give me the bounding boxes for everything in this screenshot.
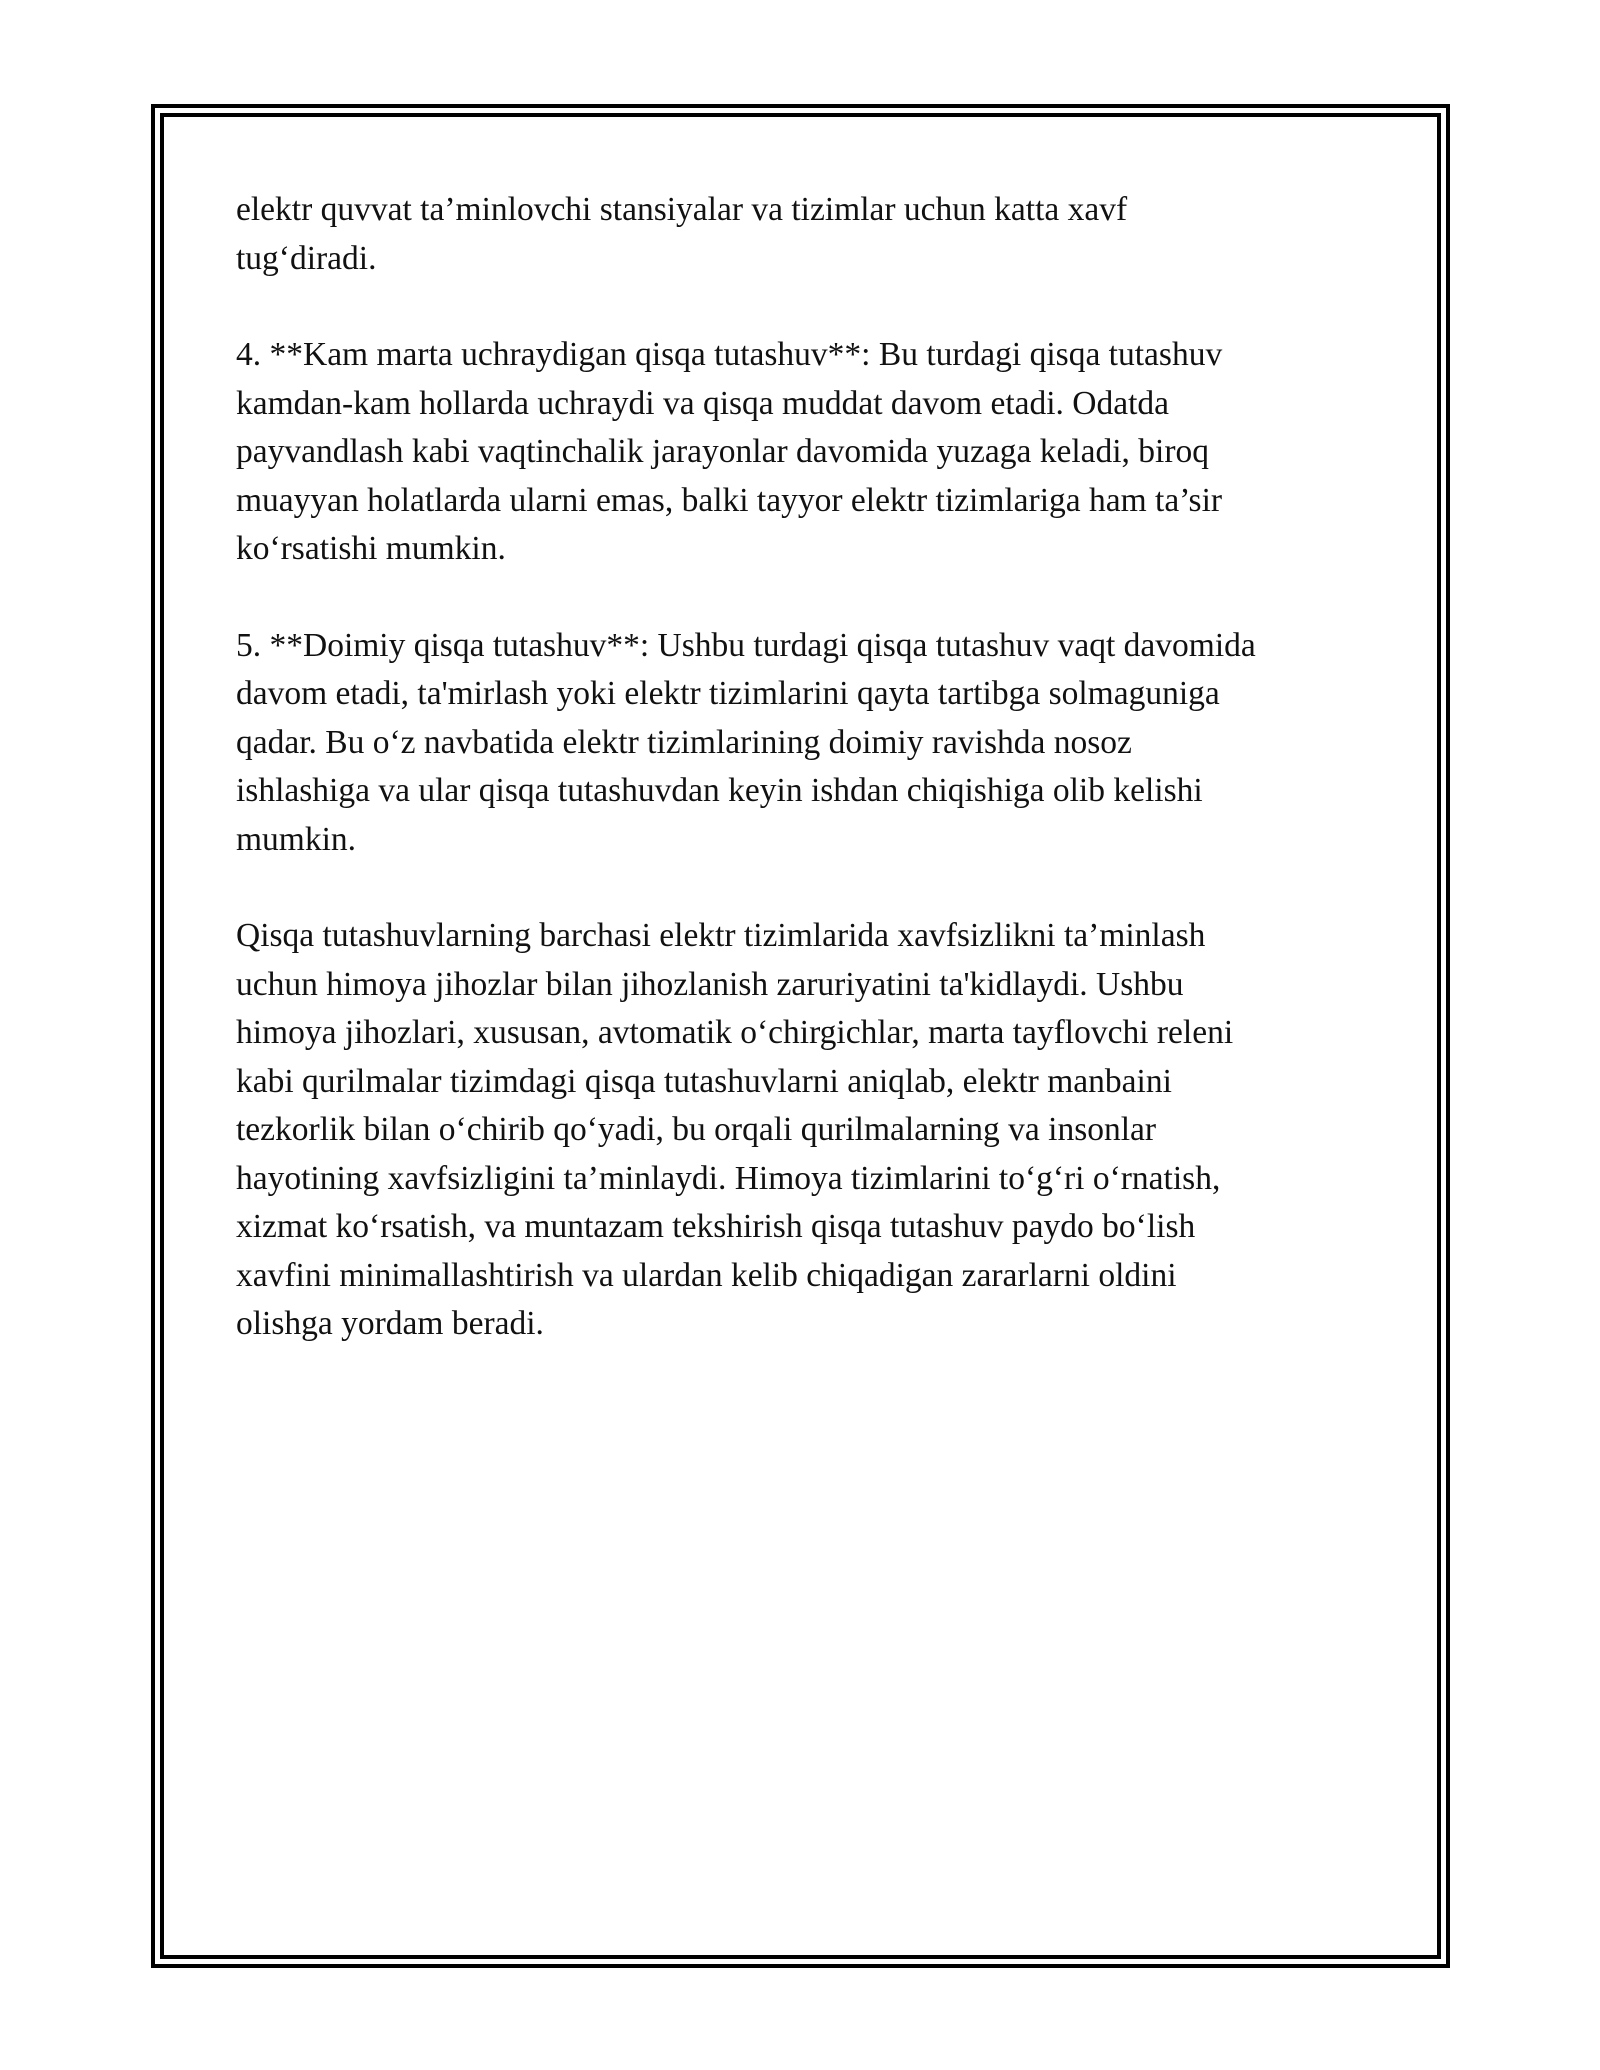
text-line: olishga yordam beradi.	[236, 1305, 544, 1342]
text-line: qadar. Bu o‘z navbatida elektr tizimlarining doimiy ravishda nosoz	[236, 723, 1132, 761]
text-line: elektr quvvat ta’minlovchi stansiyalar va tizimlar uchun katta xavf	[236, 191, 1128, 228]
text-line: kamdan-kam hollarda uchraydi va qisqa muddat davom etadi. Odatda	[236, 384, 1170, 422]
text-line: davom etadi, ta'mirlash yoki elektr tizimlarini qayta tartibga solmaguniga	[236, 675, 1220, 712]
text-line: 4. **Kam marta uchraydigan qisqa tutashuv**: Bu turdagi qisqa tutashuv	[236, 336, 1223, 373]
text-line: himoya jihozlari, xususan, avtomatik o‘chirgichlar, marta tayflovchi releni	[236, 1014, 1234, 1051]
text-line: payvandlash kabi vaqtinchalik jarayonlar davomida yuzaga keladi, biroq	[236, 433, 1210, 470]
paragraph-conclusion	[236, 912, 1376, 1349]
text-line: xavfini minimallashtirish va ulardan kelib chiqadigan zararlarni oldini	[236, 1256, 1177, 1294]
text-line: tezkorlik bilan o‘chirib qo‘yadi, bu orqali qurilmalarning va insonlar	[236, 1111, 1157, 1148]
text-line: kabi qurilmalar tizimdagi qisqa tutashuvlarni aniqlab, elektr manbaini	[236, 1062, 1172, 1100]
paragraph-item-4	[236, 331, 1376, 574]
paragraph-item-5	[236, 622, 1376, 865]
text-line: ko‘rsatishi mumkin.	[236, 530, 506, 567]
paragraph-continuation	[236, 186, 1376, 283]
text-line: ishlashiga va ular qisqa tutashuvdan keyin ishdan chiqishiga olib kelishi	[236, 772, 1203, 809]
document-body	[236, 186, 1376, 1397]
text-line: 5. **Doimiy qisqa tutashuv**: Ushbu turdagi qisqa tutashuv vaqt davomida	[236, 626, 1256, 664]
text-line: xizmat ko‘rsatish, va muntazam tekshirish qisqa tutashuv paydo bo‘lish	[236, 1208, 1196, 1245]
text-line: mumkin.	[236, 820, 357, 858]
text-line: Qisqa tutashuvlarning barchasi elektr tizimlarida xavfsizlikni ta’minlash	[236, 917, 1206, 954]
text-line: uchun himoya jihozlar bilan jihozlanish zaruriyatini ta'kidlaydi. Ushbu	[236, 965, 1184, 1003]
text-line: hayotining xavfsizligini ta’minlaydi. Himoya tizimlarini to‘g‘ri o‘rnatish,	[236, 1159, 1221, 1197]
text-line: muayyan holatlarda ularni emas, balki tayyor elektr tizimlariga ham ta’sir	[236, 481, 1223, 519]
text-line: tug‘diradi.	[236, 239, 377, 277]
